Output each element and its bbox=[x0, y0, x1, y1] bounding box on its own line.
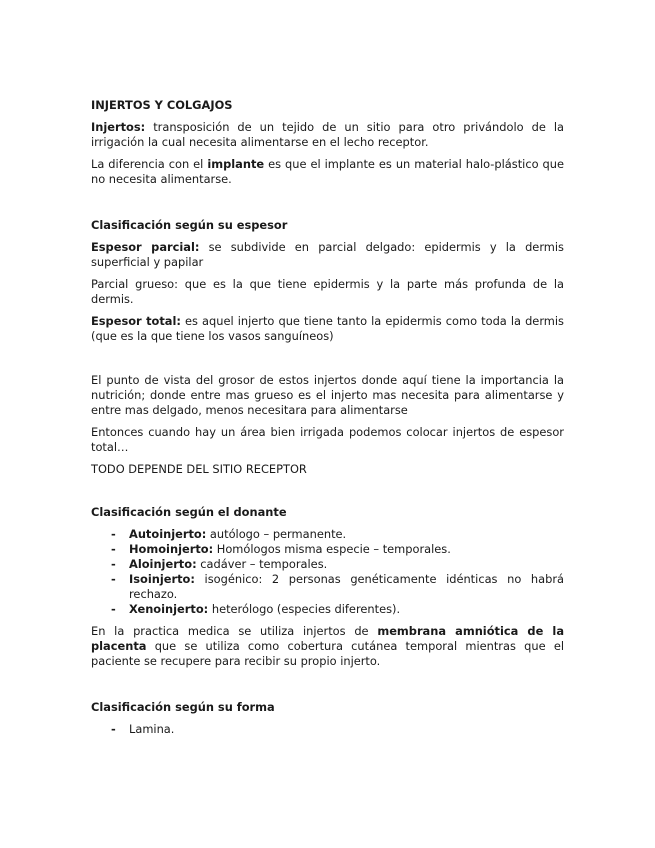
forma-list bbox=[91, 722, 564, 737]
list-item-text: cadáver – temporales. bbox=[196, 557, 328, 571]
implante-paragraph bbox=[91, 157, 564, 187]
bullet-dash: - bbox=[111, 542, 116, 556]
list-item-text: Homólogos misma especie – temporales. bbox=[213, 542, 451, 556]
espesor-heading: Clasificación según su espesor bbox=[91, 218, 288, 232]
injertos-term: Injertos: bbox=[91, 120, 146, 134]
list-item-term: Autoinjerto: bbox=[129, 527, 207, 541]
bullet-dash: - bbox=[111, 572, 116, 586]
membrana-amniotica-term: membrana amniótica de la placenta bbox=[91, 624, 565, 653]
list-item-text: autólogo – permanente. bbox=[206, 527, 347, 541]
implante-term: implante bbox=[207, 157, 265, 171]
implante-pre-text: La diferencia con el bbox=[91, 157, 208, 171]
espesor-parcial-paragraph bbox=[91, 240, 564, 270]
bullet-dash: - bbox=[111, 527, 116, 541]
injertos-text: transposición de un tejido de un sitio para otro privándolo de la irrigación la cual necesita alimentarse en el lecho receptor. bbox=[91, 120, 564, 149]
list-item-term: Homoinjerto: bbox=[129, 542, 214, 556]
list-item-text: heterólogo (especies diferentes). bbox=[208, 602, 401, 616]
bullet-dash: - bbox=[111, 722, 116, 736]
list-item bbox=[91, 557, 564, 572]
espesor-total-text: es aquel injerto que tiene tanto la epidermis como toda la dermis (que es la que tiene los vasos sanguíneos) bbox=[91, 314, 564, 343]
donante-list bbox=[91, 527, 564, 617]
list-item bbox=[91, 572, 564, 602]
injertos-definition bbox=[91, 120, 564, 150]
list-item bbox=[91, 527, 564, 542]
forma-heading: Clasificación según su forma bbox=[91, 700, 275, 714]
espesor-parcial-text: se subdivide en parcial delgado: epidermis y la dermis superficial y papilar bbox=[91, 240, 564, 269]
list-item-term: Aloinjerto: bbox=[129, 557, 197, 571]
sitio-receptor-note: TODO DEPENDE DEL SITIO RECEPTOR bbox=[91, 462, 307, 476]
list-item-text: isogénico: 2 personas genéticamente idénticas no habrá rechazo. bbox=[129, 572, 564, 601]
practica-medica-paragraph bbox=[91, 624, 564, 669]
grosor-paragraph: El punto de vista del grosor de estos injertos donde aquí tiene la importancia la nutrición; donde entre mas grueso es el injerto mas necesita para alimentarse y entre mas delgado, menos necesitara para alimentarse bbox=[91, 373, 564, 417]
espesor-total-term: Espesor total: bbox=[91, 314, 181, 328]
practica-pre-text: En la practica medica se utiliza injertos de bbox=[91, 624, 378, 638]
area-irrigada-paragraph: Entonces cuando hay un área bien irrigada podemos colocar injertos de espesor total… bbox=[91, 425, 564, 454]
document-title: INJERTOS Y COLGAJOS bbox=[91, 98, 233, 112]
list-item bbox=[91, 542, 564, 557]
espesor-total-paragraph bbox=[91, 314, 564, 344]
implante-post-text: es que el implante es un material halo-plástico que no necesita alimentarse. bbox=[91, 157, 564, 186]
parcial-grueso-paragraph: Parcial grueso: que es la que tiene epidermis y la parte más profunda de la dermis. bbox=[91, 277, 564, 306]
list-item-text: Lamina. bbox=[129, 722, 175, 736]
list-item-term: Isoinjerto: bbox=[129, 572, 195, 586]
document-content bbox=[91, 98, 564, 744]
list-item bbox=[91, 602, 564, 617]
list-item bbox=[91, 722, 564, 737]
espesor-parcial-term: Espesor parcial: bbox=[91, 240, 200, 254]
bullet-dash: - bbox=[111, 602, 116, 616]
practica-post-text: que se utiliza como cobertura cutánea temporal mientras que el paciente se recupere para recibir su propio injerto. bbox=[91, 639, 564, 668]
donante-heading: Clasificación según el donante bbox=[91, 505, 287, 519]
list-item-term: Xenoinjerto: bbox=[129, 602, 209, 616]
bullet-dash: - bbox=[111, 557, 116, 571]
